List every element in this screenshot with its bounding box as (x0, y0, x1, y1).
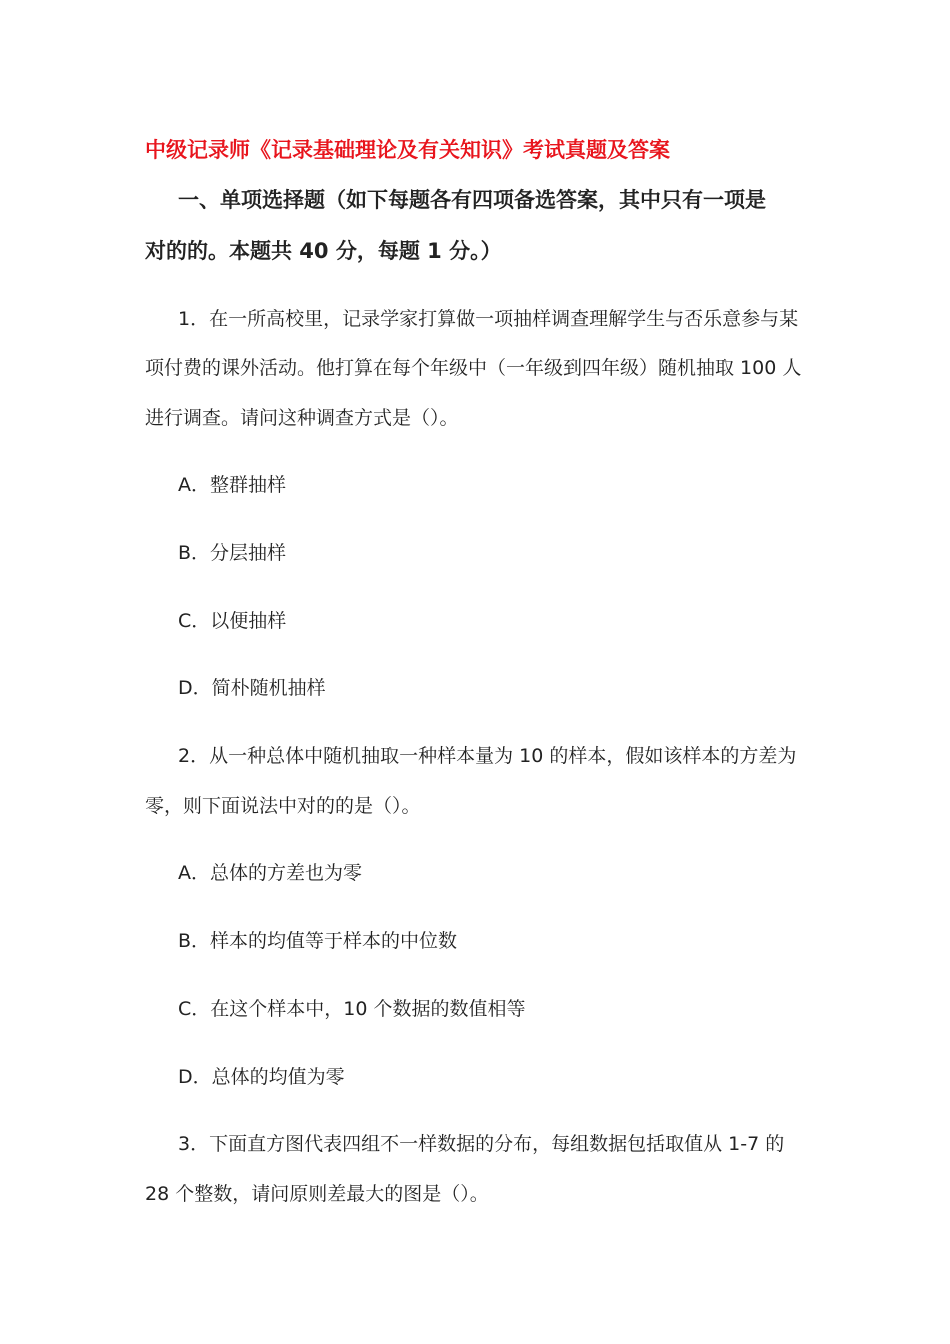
question-2-option-b: B．样本的均值等于样本的中位数 (178, 930, 458, 952)
question-2-option-d: D．总体的均值为零 (178, 1066, 345, 1088)
question-2-stem-line-1: 2．从一种总体中随机抽取一种样本量为 10 的样本，假如该样本的方差为 (178, 745, 797, 767)
question-1-stem-line-2: 项付费的课外活动。他打算在每个年级中（一年级到四年级）随机抽取 100 人 (145, 357, 802, 379)
question-1-option-a: A．整群抽样 (178, 474, 286, 496)
question-1-option-d: D．简朴随机抽样 (178, 677, 326, 699)
question-3-stem-line-2: 28 个整数，请问原则差最大的图是（）。 (145, 1183, 489, 1205)
question-3-stem-line-1: 3．下面直方图代表四组不一样数据的分布，每组数据包括取值从 1-7 的 (178, 1133, 785, 1155)
question-2-option-a: A．总体的方差也为零 (178, 862, 362, 884)
section-heading-line-2: 对的的。本题共 40 分，每题 1 分。） (145, 239, 502, 263)
question-2-stem-line-2: 零，则下面说法中对的的是（）。 (145, 795, 421, 817)
section-heading-line-1: 一、单项选择题（如下每题各有四项备选答案，其中只有一项是 (178, 188, 766, 212)
document-title: 中级记录师《记录基础理论及有关知识》考试真题及答案 (145, 138, 670, 162)
question-1-stem-line-1: 1．在一所高校里，记录学家打算做一项抽样调查理解学生与否乐意参与某 (178, 308, 799, 330)
question-1-stem-line-3: 进行调查。请问这种调查方式是（）。 (145, 407, 459, 429)
question-1-option-c: C．以便抽样 (178, 610, 287, 632)
question-1-option-b: B．分层抽样 (178, 542, 287, 564)
question-2-option-c: C．在这个样本中，10 个数据的数值相等 (178, 998, 526, 1020)
